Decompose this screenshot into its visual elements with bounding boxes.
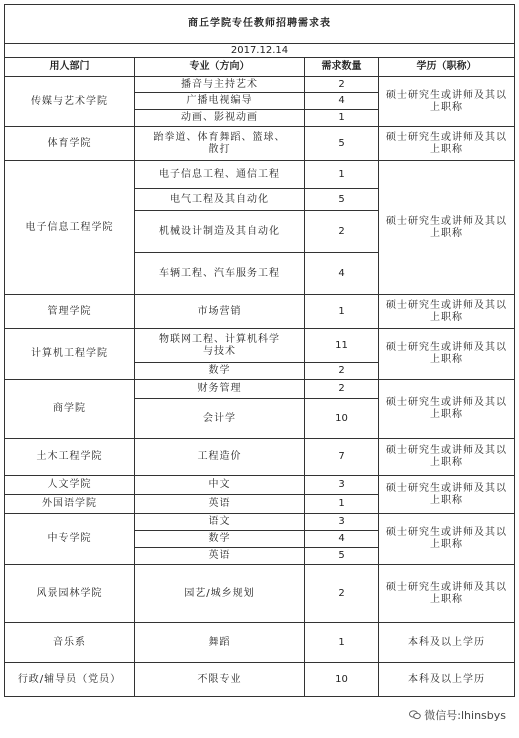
table-row bbox=[5, 565, 515, 623]
count-cell: 2 bbox=[305, 363, 379, 380]
table-row bbox=[5, 329, 515, 363]
watermark bbox=[406, 706, 509, 724]
count-cell: 2 bbox=[305, 77, 379, 93]
dept-cell: 管理学院 bbox=[5, 295, 135, 329]
count-cell: 11 bbox=[305, 329, 379, 363]
dept-cell: 风景园林学院 bbox=[5, 565, 135, 623]
count-cell: 1 bbox=[305, 110, 379, 127]
edu-cell: 硕士研究生或讲师及其以上职称 bbox=[379, 161, 515, 295]
edu-cell: 硕士研究生或讲师及其以上职称 bbox=[379, 295, 515, 329]
dept-cell: 传媒与艺术学院 bbox=[5, 77, 135, 127]
edu-cell: 硕士研究生或讲师及其以上职称 bbox=[379, 476, 515, 514]
edu-cell: 硕士研究生或讲师及其以上职称 bbox=[379, 329, 515, 380]
header-spec: 专业（方向） bbox=[135, 58, 305, 77]
dept-cell: 中专学院 bbox=[5, 514, 135, 565]
spec-cell: 电子信息工程、通信工程 bbox=[135, 161, 305, 189]
spec-cell: 舞蹈 bbox=[135, 623, 305, 663]
edu-cell: 硕士研究生或讲师及其以上职称 bbox=[379, 439, 515, 476]
count-cell: 4 bbox=[305, 253, 379, 295]
wechat-icon bbox=[409, 710, 421, 720]
page-title: 商丘学院专任教师招聘需求表 bbox=[5, 5, 515, 44]
dept-cell: 外国语学院 bbox=[5, 495, 135, 514]
table-row bbox=[5, 663, 515, 697]
count-cell: 7 bbox=[305, 439, 379, 476]
count-cell: 5 bbox=[305, 189, 379, 211]
spec-cell: 园艺/城乡规划 bbox=[135, 565, 305, 623]
table-row bbox=[5, 439, 515, 476]
spec-cell: 中文 bbox=[135, 476, 305, 495]
edu-cell: 本科及以上学历 bbox=[379, 623, 515, 663]
spec-cell: 市场营销 bbox=[135, 295, 305, 329]
count-cell: 1 bbox=[305, 295, 379, 329]
edu-cell: 本科及以上学历 bbox=[379, 663, 515, 697]
count-cell: 1 bbox=[305, 161, 379, 189]
count-cell: 3 bbox=[305, 514, 379, 531]
spec-cell: 不限专业 bbox=[135, 663, 305, 697]
dept-cell: 计算机工程学院 bbox=[5, 329, 135, 380]
header-edu: 学历（职称） bbox=[379, 58, 515, 77]
table-row bbox=[5, 295, 515, 329]
table-row bbox=[5, 514, 515, 531]
header-dept: 用人部门 bbox=[5, 58, 135, 77]
edu-cell: 硕士研究生或讲师及其以上职称 bbox=[379, 127, 515, 161]
table-row bbox=[5, 380, 515, 399]
count-cell: 3 bbox=[305, 476, 379, 495]
count-cell: 4 bbox=[305, 531, 379, 548]
count-cell: 2 bbox=[305, 565, 379, 623]
count-cell: 1 bbox=[305, 495, 379, 514]
dept-cell: 电子信息工程学院 bbox=[5, 161, 135, 295]
spec-cell: 英语 bbox=[135, 548, 305, 565]
count-cell: 5 bbox=[305, 548, 379, 565]
dept-cell: 土木工程学院 bbox=[5, 439, 135, 476]
table-row bbox=[5, 476, 515, 495]
count-cell: 2 bbox=[305, 211, 379, 253]
edu-cell: 硕士研究生或讲师及其以上职称 bbox=[379, 565, 515, 623]
spec-cell: 数学 bbox=[135, 531, 305, 548]
spec-cell: 车辆工程、汽车服务工程 bbox=[135, 253, 305, 295]
spec-cell: 物联网工程、计算机科学与技术 bbox=[135, 329, 305, 363]
dept-cell: 音乐系 bbox=[5, 623, 135, 663]
spec-cell: 电气工程及其自动化 bbox=[135, 189, 305, 211]
count-cell: 10 bbox=[305, 399, 379, 439]
spec-cell: 财务管理 bbox=[135, 380, 305, 399]
table-row bbox=[5, 623, 515, 663]
dept-cell: 体育学院 bbox=[5, 127, 135, 161]
count-cell: 2 bbox=[305, 380, 379, 399]
spec-cell: 英语 bbox=[135, 495, 305, 514]
date-label: 2017.12.14 bbox=[5, 44, 515, 58]
dept-cell: 人文学院 bbox=[5, 476, 135, 495]
spec-cell: 会计学 bbox=[135, 399, 305, 439]
count-cell: 4 bbox=[305, 93, 379, 110]
spec-cell: 数学 bbox=[135, 363, 305, 380]
spec-cell: 动画、影视动画 bbox=[135, 110, 305, 127]
dept-cell: 行政/辅导员（党员） bbox=[5, 663, 135, 697]
spec-cell: 工程造价 bbox=[135, 439, 305, 476]
count-cell: 10 bbox=[305, 663, 379, 697]
spec-cell: 机械设计制造及其自动化 bbox=[135, 211, 305, 253]
watermark-text: 微信号:lhinsbys bbox=[424, 709, 506, 722]
spec-cell: 语文 bbox=[135, 514, 305, 531]
spec-cell: 广播电视编导 bbox=[135, 93, 305, 110]
recruitment-sheet bbox=[4, 4, 514, 697]
spec-cell: 播音与主持艺术 bbox=[135, 77, 305, 93]
header-count: 需求数量 bbox=[305, 58, 379, 77]
recruitment-table bbox=[4, 4, 515, 697]
dept-cell: 商学院 bbox=[5, 380, 135, 439]
count-cell: 1 bbox=[305, 623, 379, 663]
table-row bbox=[5, 161, 515, 189]
edu-cell: 硕士研究生或讲师及其以上职称 bbox=[379, 514, 515, 565]
table-row bbox=[5, 127, 515, 161]
count-cell: 5 bbox=[305, 127, 379, 161]
edu-cell: 硕士研究生或讲师及其以上职称 bbox=[379, 77, 515, 127]
edu-cell: 硕士研究生或讲师及其以上职称 bbox=[379, 380, 515, 439]
spec-cell: 跆拳道、体育舞蹈、篮球、散打 bbox=[135, 127, 305, 161]
table-row bbox=[5, 77, 515, 93]
